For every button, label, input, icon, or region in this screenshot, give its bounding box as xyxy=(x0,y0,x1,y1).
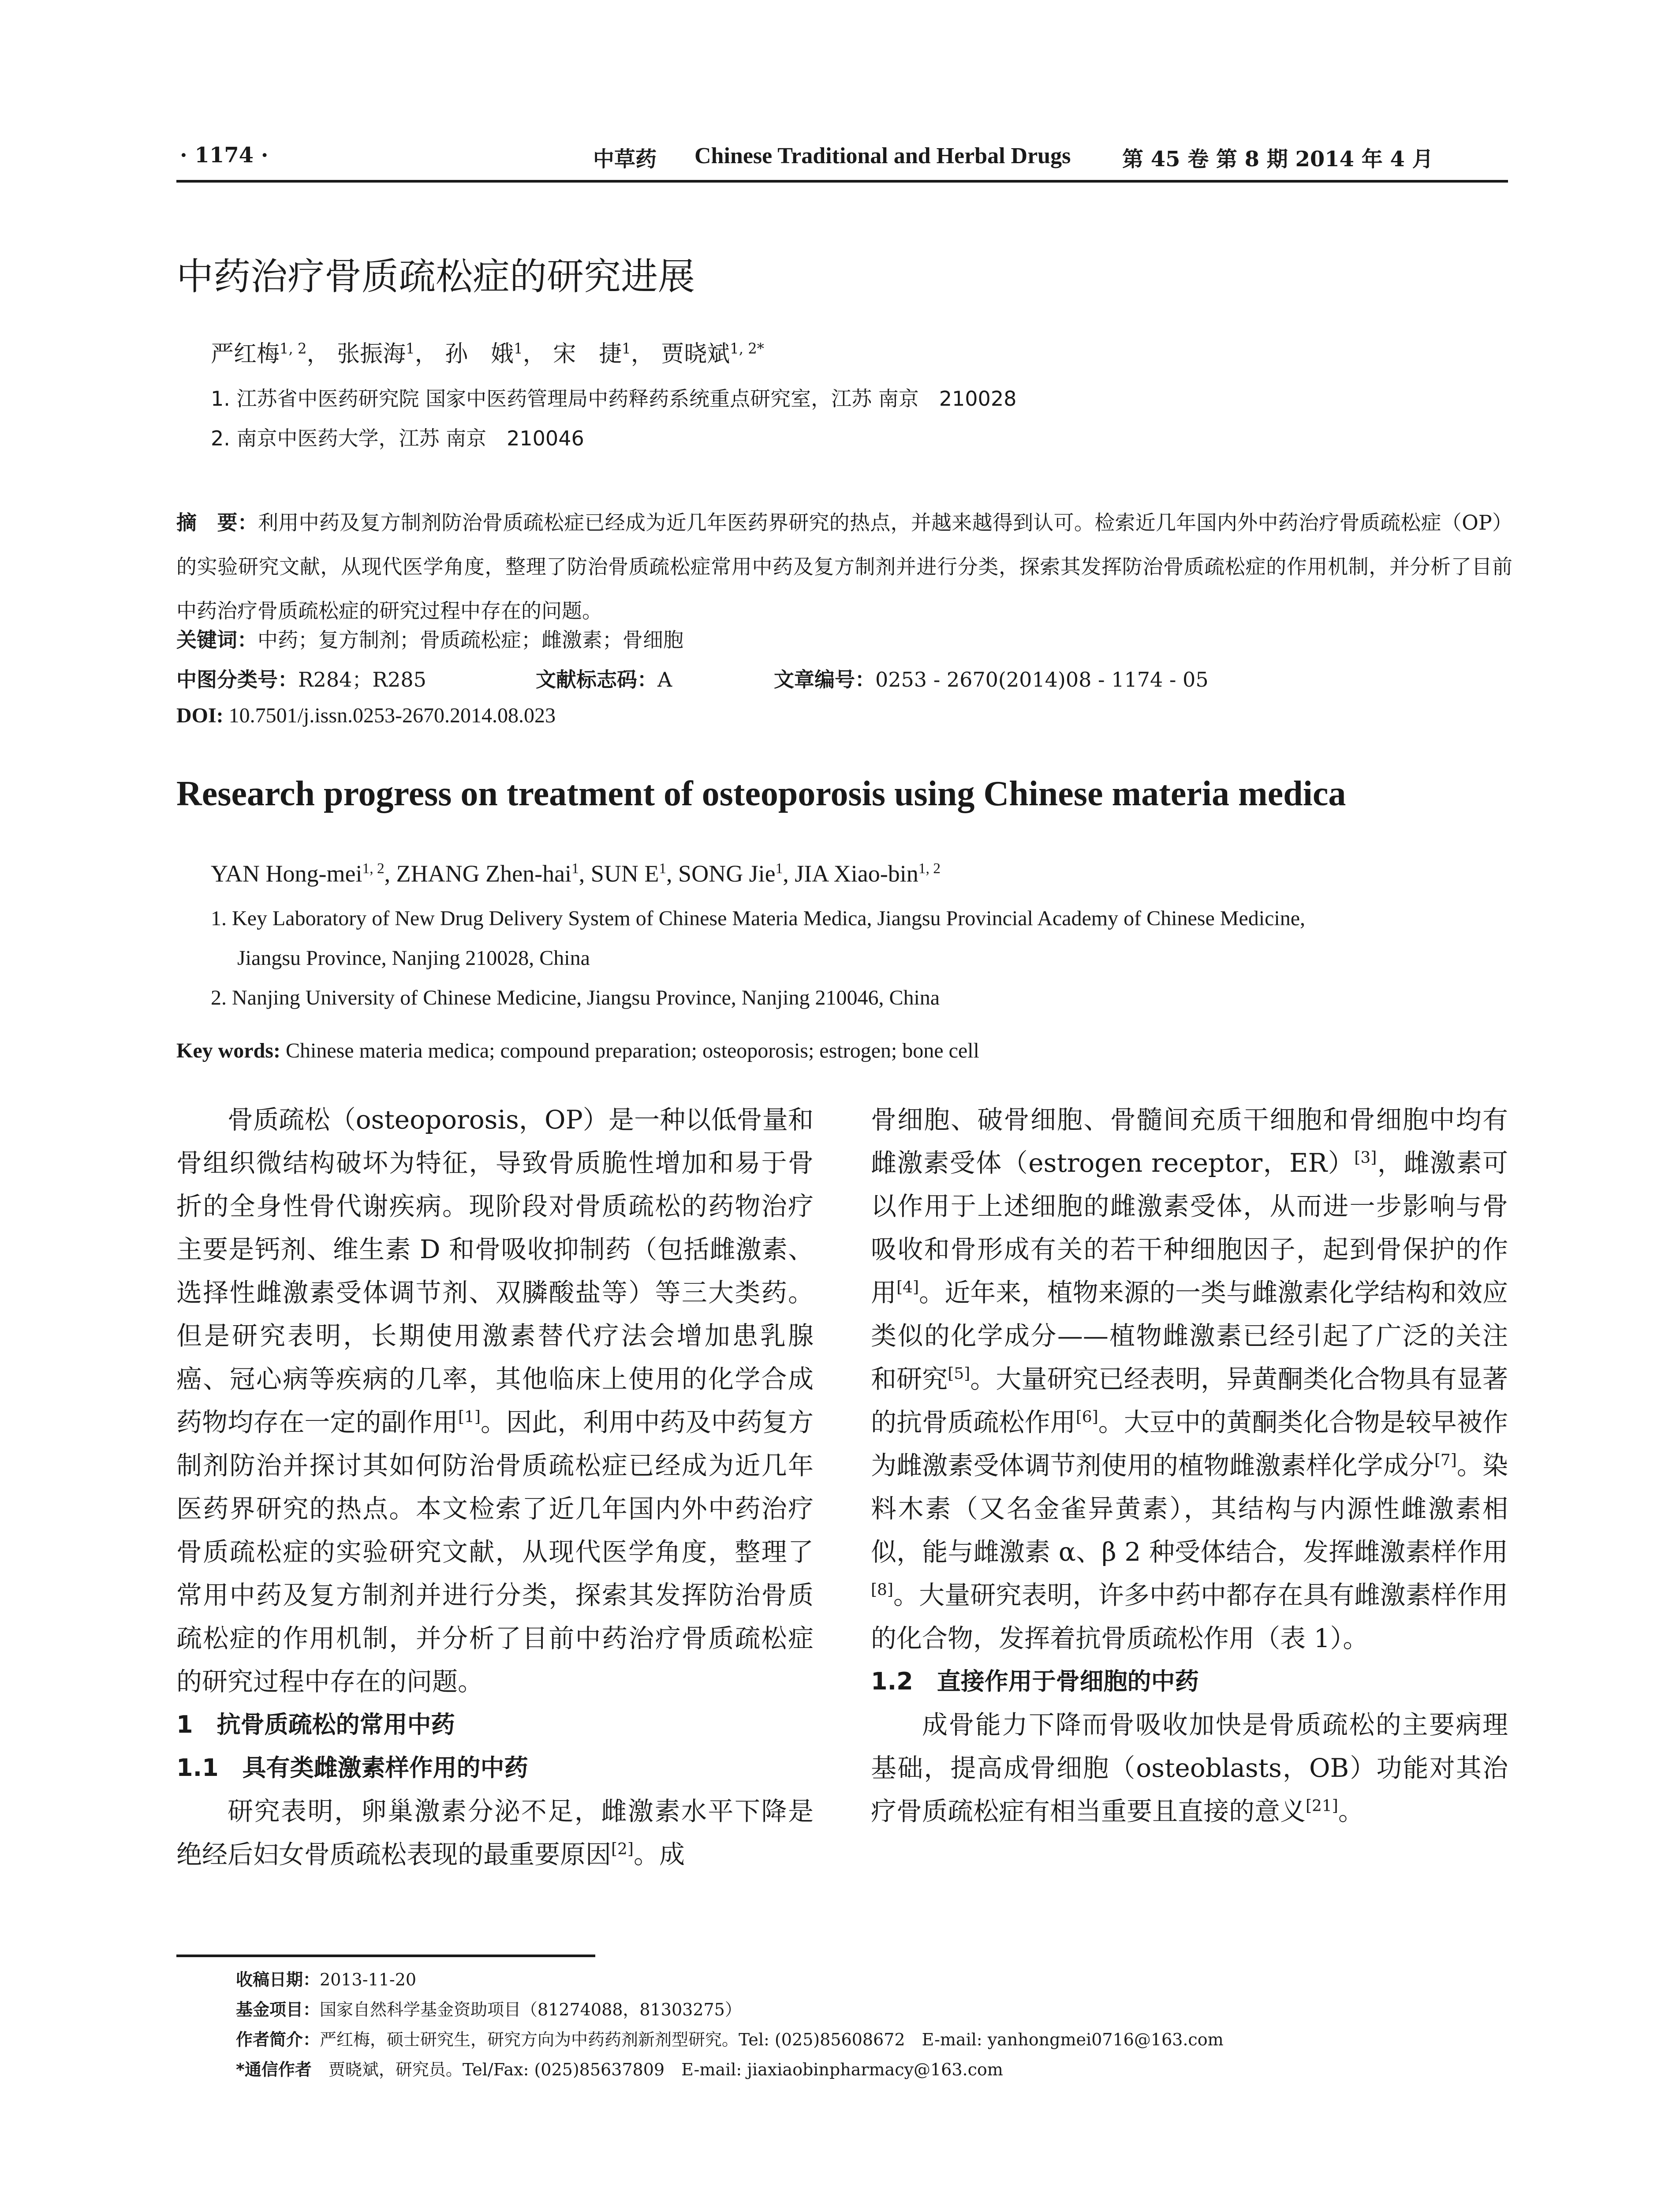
article-id-label: 文章编号： xyxy=(774,668,875,691)
footnote-text: 贾晓斌，研究员。Tel/Fax: (025)85637809 E-mail: jiaxiaobinpharmacy@163.com xyxy=(328,2060,1003,2079)
author-list-cn: 严红梅$^{1, 2}$， 张振海$^1$， 孙 娥$^1$， 宋 捷$^1$， 贾晓斌$^{1, 2*}$ xyxy=(211,340,764,367)
author-name: ZHANG Zhen-hai xyxy=(396,860,572,887)
section-heading-1-1: 1.1 具有类雌激素样作用的中药 xyxy=(176,1754,528,1782)
author-affil-mark: 1 xyxy=(571,860,579,877)
citation-ref: [4] xyxy=(896,1278,919,1297)
footnotes xyxy=(236,1965,1224,2085)
footnote-received xyxy=(236,1965,1224,1995)
body-text: 。大豆中的黄酮类化合物是较早被作为雌激素受体调节剂使用的植物雌激素样化学成分 xyxy=(871,1407,1508,1480)
doc-code-label: 文献标志码： xyxy=(536,668,657,691)
footnote-text: 2013-11-20 xyxy=(320,1970,417,1989)
author-affil-mark: 1, 2 xyxy=(918,860,941,877)
author-name: 张振海 xyxy=(337,341,406,367)
footnote-label: 基金项目： xyxy=(236,2000,320,2019)
footnote-corresponding xyxy=(236,2055,1224,2085)
journal-name-cn: 中草药 xyxy=(593,147,657,172)
citation-ref: [2] xyxy=(611,1840,634,1858)
body-text: ，雌激素可以作用于上述细胞的雌激素受体，从而进一步影响与骨吸收和骨形成有关的若干种细胞因子，起到骨保护的作用 xyxy=(871,1148,1508,1308)
footnote-text: 国家自然科学基金资助项目（81274088，81303275） xyxy=(320,2000,742,2019)
abstract-cn xyxy=(176,501,1512,633)
affiliation-en-1-line1: 1. Key Laboratory of New Drug Delivery System of Chinese Materia Medica, Jiangsu Provincial Academy of Chinese Medicine, xyxy=(211,907,1306,930)
abstract-label: 摘 要： xyxy=(176,511,258,534)
body-paragraph xyxy=(871,1098,1508,1660)
affiliation-en-1-line2: Jiangsu Province, Nanjing 210028, China xyxy=(237,946,590,970)
author-name: JIA Xiao-bin xyxy=(795,860,918,887)
body-paragraph xyxy=(871,1703,1508,1833)
body-text: 骨质疏松（osteoporosis，OP）是一种以低骨量和骨组织微结构破坏为特征，导致骨质脆性增加和易于骨折的全身性骨代谢疾病。现阶段对骨质疏松的药物治疗主要是钙剂、维生素 D 和骨吸收抑制药（包括雌激素、选择性雌激素受体调节剂、双膦酸盐等）等三大类药。但是研究表明，长期使用激素替代疗法会增加患乳腺癌、冠心病等疾病的几率，其他临床上使用的化学合成药物均存在一定的副作用 xyxy=(176,1105,814,1437)
author-affil-mark: 1 xyxy=(775,860,783,877)
abstract-text: 利用中药及复方制剂防治骨质疏松症已经成为近几年医药界研究的热点，并越来越得到认可。检索近几年国内外中药治疗骨质疏松症（OP）的实验研究文献，从现代医学角度，整理了防治骨质疏松症常用中药及复方制剂并进行分类，探索其发挥防治骨质疏松症的作用机制，并分析了目前中药治疗骨质疏松症的研究过程中存在的问题。 xyxy=(176,511,1513,623)
author-affil-mark: 1 xyxy=(514,340,523,357)
author-affil-mark: 1, 2 xyxy=(362,860,385,877)
doi-value: 10.7501/j.issn.0253-2670.2014.08.023 xyxy=(228,704,556,727)
body-column-left xyxy=(176,1098,814,1876)
page-number: · 1174 · xyxy=(180,143,269,168)
body-text: 研究表明，卵巢激素分泌不足，雌激素水平下降是绝经后妇女骨质疏松表现的最重要原因 xyxy=(176,1796,814,1869)
body-text: 。大量研究已经表明，异黄酮类化合物具有显著的抗骨质疏松作用 xyxy=(871,1364,1508,1437)
author-affil-mark: 1 xyxy=(659,860,667,877)
footnote-label: 收稿日期： xyxy=(236,1970,320,1989)
running-header xyxy=(176,140,1508,183)
affiliation-cn-2: 2. 南京中医药大学，江苏 南京 210046 xyxy=(211,426,584,450)
author-affil-mark: 1, 2* xyxy=(730,340,764,357)
footnote-divider xyxy=(176,1955,595,1957)
keywords-label: 关键词： xyxy=(176,628,258,652)
body-text: 。大量研究表明，许多中药中都存在具有雌激素样作用的化合物，发挥着抗骨质疏松作用（表 1）。 xyxy=(871,1580,1508,1653)
author-name: 严红梅 xyxy=(211,341,280,367)
author-name: SONG Jie xyxy=(678,860,776,887)
body-column-right xyxy=(871,1098,1508,1833)
keywords-en-label: Key words: xyxy=(176,1039,280,1062)
keywords-text: 中药；复方制剂；骨质疏松症；雌激素；骨细胞 xyxy=(258,628,683,652)
doc-code-value: A xyxy=(657,668,672,691)
affiliation-cn-1: 1. 江苏省中医药研究院 国家中医药管理局中药释药系统重点研究室，江苏 南京 210028 xyxy=(211,387,1017,411)
body-paragraph xyxy=(176,1790,814,1876)
body-text: 成骨能力下降而骨吸收加快是骨质疏松的主要病理基础，提高成骨细胞（osteoblasts，OB）功能对其治疗骨质疏松症有相当重要且直接的意义 xyxy=(871,1710,1508,1826)
journal-name-en: Chinese Traditional and Herbal Drugs xyxy=(694,143,1071,168)
citation-ref: [7] xyxy=(1434,1451,1457,1469)
classification-line xyxy=(176,664,1512,693)
citation-ref: [3] xyxy=(1354,1148,1377,1167)
article-id-value: 0253 - 2670(2014)08 - 1174 - 05 xyxy=(875,668,1209,691)
clc-label: 中图分类号： xyxy=(176,668,298,691)
journal-volume: 第 45 卷 第 8 期 2014 年 4 月 xyxy=(1122,147,1434,172)
author-affil-mark: 1, 2 xyxy=(280,340,307,357)
body-text: 骨细胞、破骨细胞、骨髓间充质干细胞和骨细胞中均有雌激素受体（estrogen receptor，ER） xyxy=(871,1105,1508,1178)
author-name: 宋 捷 xyxy=(553,341,622,367)
author-name: 孙 娥 xyxy=(445,341,514,367)
doi-label: DOI: xyxy=(176,704,224,727)
paper-title-cn: 中药治疗骨质疏松症的研究进展 xyxy=(176,255,695,298)
citation-ref: [5] xyxy=(948,1364,971,1383)
section-heading-1-2: 1.2 直接作用于骨细胞的中药 xyxy=(871,1667,1199,1695)
body-text: 。染料木素（又名金雀异黄素），其结构与内源性雌激素相似，能与雌激素 α、β 2 种受体结合，发挥雌激素样作用 xyxy=(871,1450,1508,1567)
footnote-label: 作者简介： xyxy=(236,2030,320,2049)
body-text: 。 xyxy=(1338,1796,1364,1826)
affiliation-en-2: 2. Nanjing University of Chinese Medicine, Jiangsu Province, Nanjing 210046, China xyxy=(211,986,940,1009)
author-affil-mark: 1 xyxy=(406,340,415,357)
doi-line xyxy=(176,703,556,728)
citation-ref: [6] xyxy=(1075,1408,1098,1426)
citation-ref: [21] xyxy=(1306,1797,1338,1815)
keywords-cn xyxy=(176,624,683,653)
keywords-en xyxy=(176,1039,979,1063)
author-name: YAN Hong-mei xyxy=(211,860,362,887)
author-list-en: YAN Hong-mei$^{1, 2}$, ZHANG Zhen-hai$^1$, SUN $E^1$, SONG Jie$^1$, JIA Xiao-bin$^{1, 2}$ xyxy=(211,860,941,887)
paper-title-en: Research progress on treatment of osteoporosis using Chinese materia medica xyxy=(176,774,1346,813)
citation-ref: [1] xyxy=(458,1408,481,1426)
citation-ref: [8] xyxy=(871,1581,893,1599)
clc-value: R284；R285 xyxy=(298,668,426,691)
author-name: 贾晓斌 xyxy=(661,341,730,367)
author-affil-mark: 1 xyxy=(622,340,631,357)
author-name: SUN E xyxy=(590,860,659,887)
footnote-label: *通信作者 xyxy=(236,2060,312,2079)
footnote-author-bio xyxy=(236,2025,1224,2055)
section-heading-1: 1 抗骨质疏松的常用中药 xyxy=(176,1711,455,1738)
body-text: 。近年来，植物来源的一类与雌激素化学结构和效应类似的化学成分——植物雌激素已经引起了广泛的关注和研究 xyxy=(871,1278,1508,1394)
body-text: 。因此，利用中药及中药复方制剂防治并探讨其如何防治骨质疏松症已经成为近几年医药界研究的热点。本文检索了近几年国内外中药治疗骨质疏松症的实验研究文献，从现代医学角度，整理了常用中药及复方制剂并进行分类，探索其发挥防治骨质疏松症的作用机制，并分析了目前中药治疗骨质疏松症的研究过程中存在的问题。 xyxy=(176,1407,814,1697)
body-paragraph xyxy=(176,1098,814,1703)
keywords-en-text: Chinese materia medica; compound preparation; osteoporosis; estrogen; bone cell xyxy=(285,1039,979,1062)
footnote-text: 严红梅，硕士研究生，研究方向为中药药剂新剂型研究。Tel: (025)85608672 E-mail: yanhongmei0716@163.com xyxy=(320,2030,1224,2049)
footnote-fund xyxy=(236,1995,1224,2025)
body-text: 。成 xyxy=(633,1839,685,1869)
